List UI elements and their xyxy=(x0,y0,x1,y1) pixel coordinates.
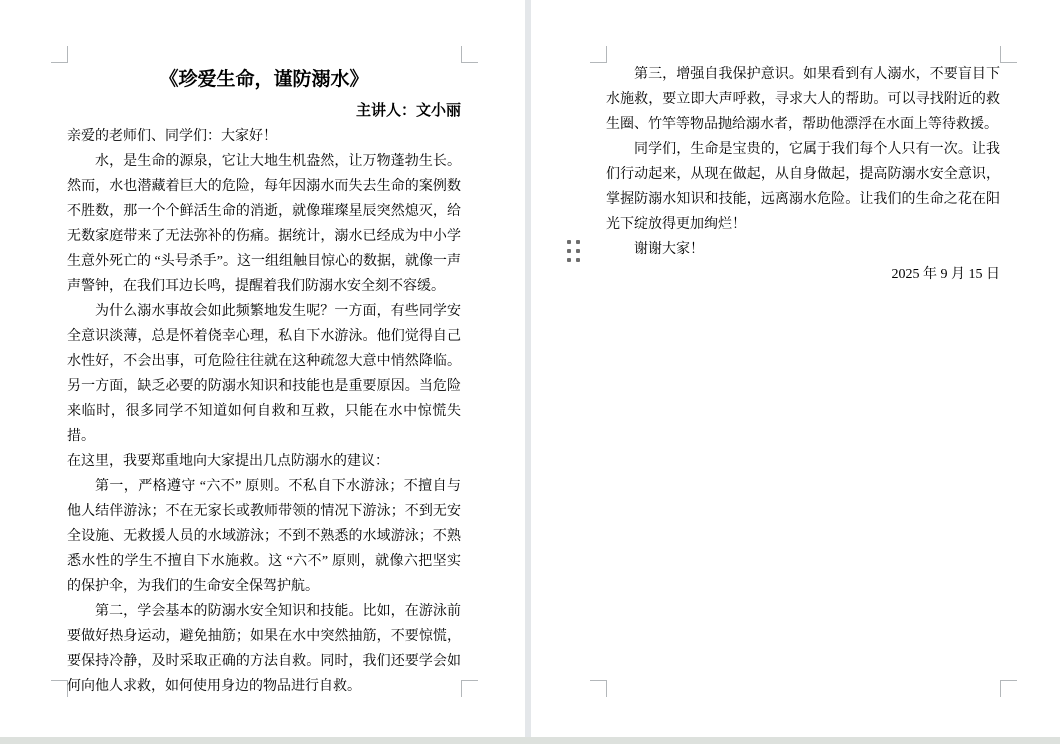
page-1-content xyxy=(67,62,461,699)
paragraph: 2025 年 9 月 15 日 xyxy=(891,267,1000,282)
paragraph: 同学们，生命是宝贵的，它属于我们每个人只有一次。让我们行动起来，从现在做起，从自身做起，提高防溺水安全意识，掌握防溺水知识和技能，远离溺水危险。让我们的生命之花在阳光下绽放得更加绚烂！ xyxy=(606,142,1000,232)
page-1 xyxy=(0,0,525,737)
margin-corner-mark xyxy=(461,680,478,697)
speaker-line: 主讲人：文小丽 xyxy=(355,102,461,119)
paragraph: 第三，增强自我保护意识。如果看到有人溺水，不要盲目下水施救，要立即大声呼救，寻求大人的帮助。可以寻找附近的救生圈、竹竿等物品抛给溺水者，帮助他漂浮在水面上等待救援。 xyxy=(606,67,1000,132)
margin-corner-mark xyxy=(51,680,68,697)
paragraph: 谢谢大家！ xyxy=(634,242,704,257)
background-strip xyxy=(0,737,1060,744)
margin-corner-mark xyxy=(590,46,607,63)
margin-corner-mark xyxy=(1000,680,1017,697)
paragraph: 为什么溺水事故会如此频繁地发生呢？一方面，有些同学安全意识淡薄，总是怀着侥幸心理，私自下水游泳。他们觉得自己水性好，不会出事，可危险往往就在这种疏忽大意中悄然降临。另一方面，缺乏必要的防溺水知识和技能也是重要原因。当危险来临时，很多同学不知道如何自救和互救，只能在水中惊慌失措。 xyxy=(67,304,461,444)
paragraph: 在这里，我要郑重地向大家提出几点防溺水的建议： xyxy=(67,454,389,469)
page-2-content xyxy=(606,62,1000,287)
document-title: 《珍爱生命，谨防溺水》 xyxy=(159,69,369,90)
drag-handle-icon[interactable] xyxy=(567,240,581,263)
margin-corner-mark xyxy=(590,680,607,697)
page-2-paragraphs xyxy=(606,62,1000,287)
margin-corner-mark xyxy=(1000,46,1017,63)
margin-corner-mark xyxy=(461,46,478,63)
page-1-paragraphs xyxy=(67,124,461,699)
paragraph: 水，是生命的源泉，它让大地生机盎然，让万物蓬勃生长。然而，水也潜藏着巨大的危险，每年因溺水而失去生命的案例数不胜数，那一个个鲜活生命的消逝，就像璀璨星辰突然熄灭，给无数家庭带来了无法弥补的伤痛。据统计，溺水已经成为中小学生意外死亡的 “头号杀手”。这一组组触目惊心的数据，就像一声声警钟，在我们耳边长鸣，提醒着我们防溺水安全刻不容缓。 xyxy=(67,154,461,294)
page-2 xyxy=(531,0,1060,737)
paragraph: 第一，严格遵守 “六不” 原则。不私自下水游泳；不擅自与他人结伴游泳；不在无家长或教师带领的情况下游泳；不到无安全设施、无救援人员的水域游泳；不到不熟悉的水域游泳；不熟悉水性的学生不擅自下水施救。这 “六不” 原则，就像六把坚实的保护伞，为我们的生命安全保驾护航。 xyxy=(67,479,461,594)
paragraph: 亲爱的老师们、同学们：大家好！ xyxy=(67,129,277,144)
paragraph: 第二，学会基本的防溺水安全知识和技能。比如，在游泳前要做好热身运动，避免抽筋；如果在水中突然抽筋，不要惊慌，要保持冷静，及时采取正确的方法自救。同时，我们还要学会如何向他人求救，如何使用身边的物品进行自救。 xyxy=(67,604,461,694)
margin-corner-mark xyxy=(51,46,68,63)
